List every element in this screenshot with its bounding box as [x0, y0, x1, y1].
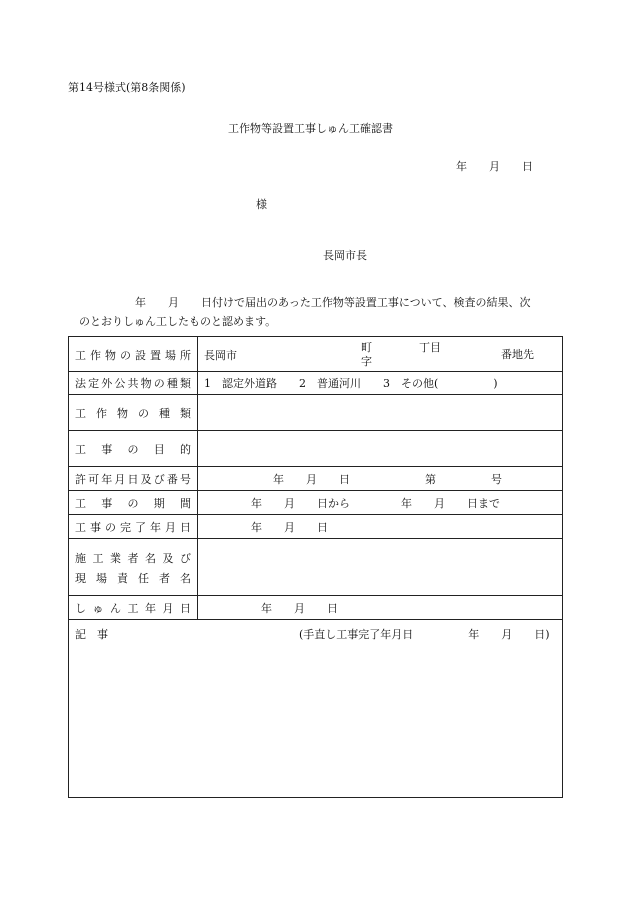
label-period: 工 事 の 期 間: [75, 496, 191, 510]
issue-date: 年 月 日: [456, 160, 533, 173]
label-contractor-line1: 施 工 業 者 名 及 び: [75, 552, 191, 565]
permit-date: 年 月 日: [273, 472, 350, 486]
row-permit: [69, 467, 562, 491]
completion-date: 年 月 日: [251, 520, 328, 534]
location-chome: 丁目: [419, 341, 441, 354]
shunko-date: 年 月 日: [261, 601, 338, 615]
public-property-options: 1 認定外道路 2 普通河川 3 その他( ): [204, 377, 498, 390]
document-title: 工作物等設置工事しゅん工確認書: [228, 122, 393, 135]
body-text-line2: のとおりしゅん工したものと認めます。: [79, 315, 277, 328]
label-structure-type: 工 作 物 の 種 類: [75, 406, 191, 420]
row-contractor: [69, 539, 562, 596]
remarks-note: (手直し工事完了年月日 年 月 日): [299, 628, 550, 641]
row-structure-type: [69, 395, 562, 431]
location-city: 長岡市: [204, 348, 237, 362]
label-permit: 許 可 年 月 日 及 び 番 号: [75, 472, 191, 486]
label-public-property: 法 定 外 公 共 物 の 種 類: [75, 377, 191, 390]
row-location: [69, 337, 562, 372]
addressee-suffix: 様: [256, 198, 267, 211]
label-purpose: 工 事 の 目 的: [75, 442, 191, 456]
body-text-line1: 年 月 日付けで届出のあった工作物等設置工事について、検査の結果、次: [135, 296, 531, 309]
label-contractor-line2: 現 場 責 任 者 名: [75, 572, 191, 585]
row-period: [69, 491, 562, 515]
row-remarks: [69, 620, 562, 797]
issuer-name: 長岡市長: [323, 249, 367, 262]
form-number: 第14号様式(第8条関係): [68, 81, 186, 94]
permit-number: 第 号: [425, 472, 502, 486]
location-banchi: 番地先: [501, 348, 534, 361]
period-to: 年 月 日まで: [401, 496, 500, 510]
row-shunko: [69, 596, 562, 620]
row-completion: [69, 515, 562, 539]
location-cho: 町: [361, 341, 372, 354]
row-public-property: [69, 372, 562, 395]
label-location: 工 作 物 の 設 置 場 所: [75, 348, 191, 362]
label-completion: 工 事 の 完 了 年 月 日: [75, 520, 191, 534]
period-from: 年 月 日から: [251, 496, 350, 510]
confirmation-form-table: [68, 336, 563, 798]
row-purpose: [69, 431, 562, 467]
location-aza: 字: [361, 355, 372, 368]
label-remarks: 記 事: [75, 628, 108, 641]
label-shunko: し ゅ ん 工 年 月 日: [75, 601, 191, 615]
